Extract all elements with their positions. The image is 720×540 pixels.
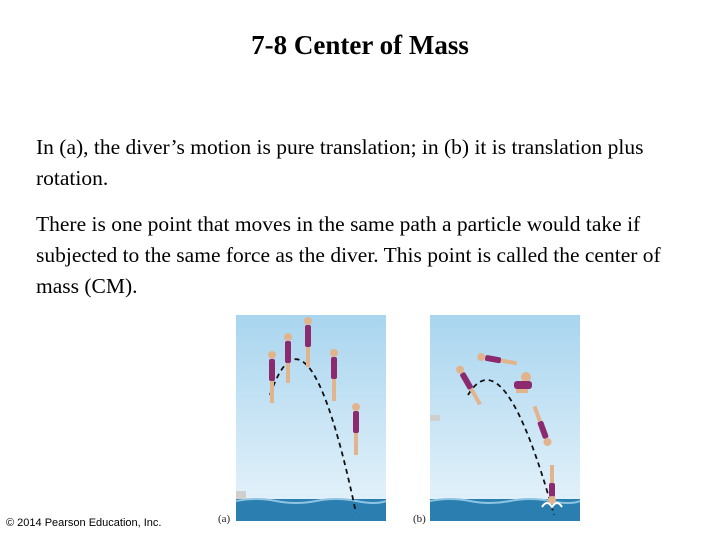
- figure-a-label: (a): [218, 513, 231, 525]
- diving-board: [430, 415, 440, 421]
- sky-background: [236, 315, 386, 521]
- diver-figure-b: [430, 315, 580, 521]
- sky-background: [430, 315, 580, 521]
- slide-title: 7-8 Center of Mass: [251, 30, 469, 60]
- diver-rotation-image: [430, 315, 580, 521]
- copyright-notice: © 2014 Pearson Education, Inc.: [6, 517, 162, 529]
- figure-b-label: (b): [413, 513, 426, 525]
- diving-board: [236, 491, 246, 499]
- diver-figure-a: [236, 315, 386, 521]
- paragraph-center-of-mass: There is one point that moves in the same path a particle would take if subjected to the same force as the diver. This point is called the center of mass (CM).: [36, 212, 661, 298]
- paragraph-translation: In (a), the diver’s motion is pure translation; in (b) it is translation plus rotation.: [36, 135, 644, 190]
- diver-translation-image: [236, 315, 386, 521]
